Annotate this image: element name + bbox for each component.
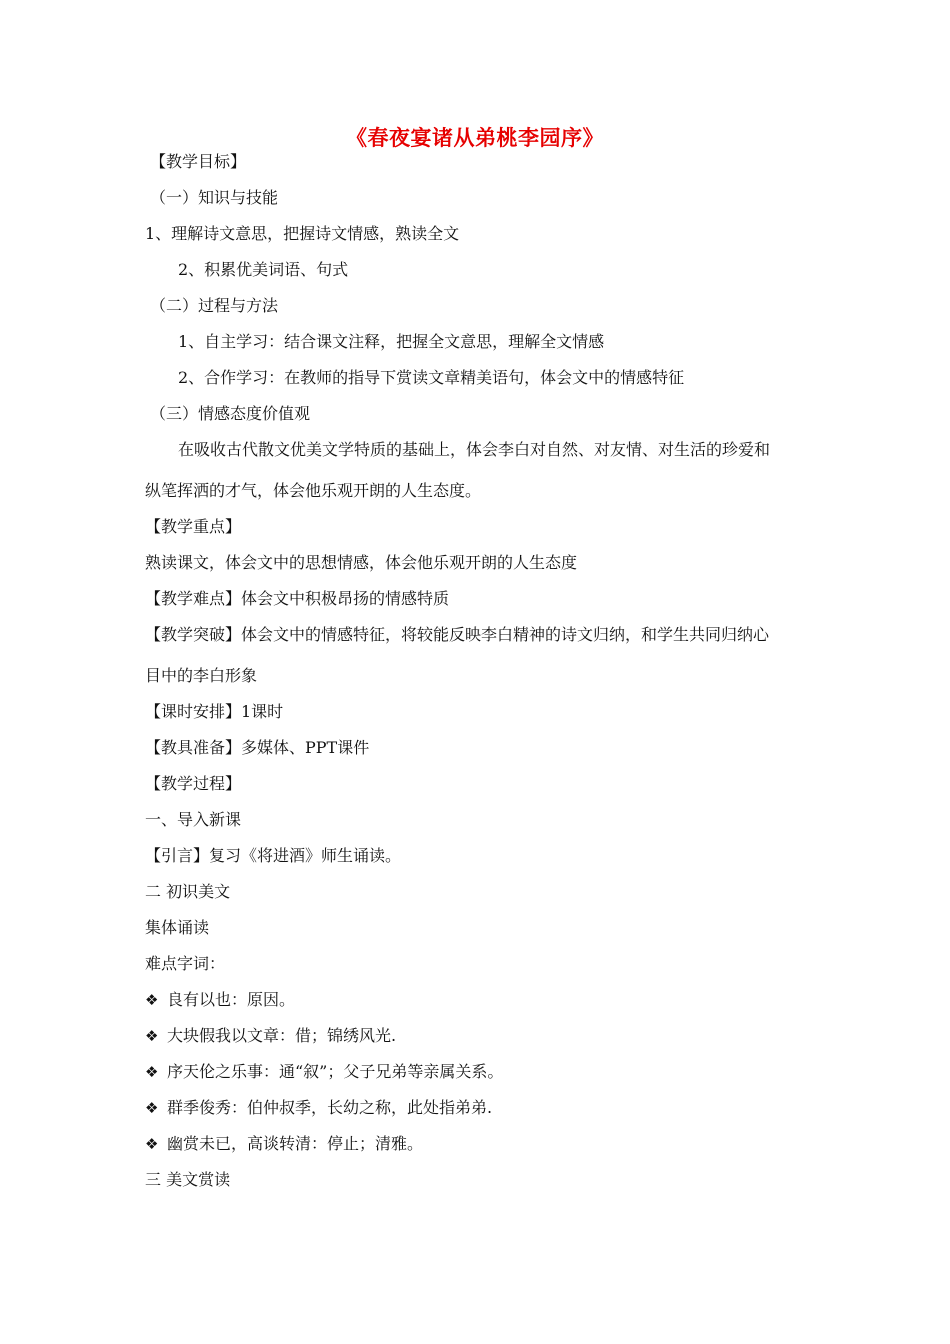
section-appreciation: 三 美文赏读	[145, 1170, 231, 1189]
heading-teaching-goals: 【教学目标】	[150, 152, 247, 171]
list-item	[145, 1134, 423, 1154]
paragraph-line: 在吸收古代散文优美文学特质的基础上，体会李白对自然、对友情、对生活的珍爱和	[178, 440, 771, 459]
heading-key-points: 【教学重点】	[145, 517, 242, 536]
equipment-line: 【教具准备】多媒体、PPT课件	[145, 738, 370, 757]
difficulty-line: 【教学难点】体会文中积极昂扬的情感特质	[145, 589, 450, 608]
list-item-text: 良有以也：原因。	[167, 990, 296, 1009]
bullet-icon: ❖	[145, 1099, 159, 1117]
bullet-icon: ❖	[145, 1135, 159, 1153]
goal-item: 2、积累优美词语、句式	[178, 260, 349, 279]
list-item	[145, 1098, 492, 1118]
method-item: 1、自主学习：结合课文注释，把握全文意思，理解全文情感	[178, 332, 605, 351]
list-item-text: 群季俊秀：伯仲叔季，长幼之称，此处指弟弟.	[167, 1098, 493, 1117]
subheading-values: （三）情感态度价值观	[150, 404, 311, 423]
preface-line: 【引言】复习《将进酒》师生诵读。	[145, 846, 402, 865]
list-item	[145, 1062, 503, 1082]
bullet-icon: ❖	[145, 1063, 159, 1081]
breakthrough-line: 【教学突破】体会文中的情感特征，将较能反映李白精神的诗文归纳，和学生共同归纳心	[145, 625, 770, 644]
list-item-text: 大块假我以文章：借；锦绣风光.	[167, 1026, 397, 1045]
method-item: 2、合作学习：在教师的指导下赏读文章精美语句，体会文中的情感特征	[178, 368, 685, 387]
list-item	[145, 990, 295, 1010]
group-reading-line: 集体诵读	[145, 918, 210, 937]
breakthrough-line-continued: 目中的李白形象	[145, 666, 258, 685]
section-first-reading: 二 初识美文	[145, 882, 231, 901]
schedule-line: 【课时安排】1课时	[145, 702, 284, 721]
key-points-text: 熟读课文，体会文中的思想情感，体会他乐观开朗的人生态度	[145, 553, 578, 572]
bullet-icon: ❖	[145, 991, 159, 1009]
bullet-icon: ❖	[145, 1027, 159, 1045]
paragraph-line: 纵笔挥洒的才气，体会他乐观开朗的人生态度。	[145, 481, 482, 500]
subheading-knowledge-skills: （一）知识与技能	[150, 188, 279, 207]
difficult-words-heading: 难点字词：	[145, 954, 226, 973]
subheading-process-methods: （二）过程与方法	[150, 296, 279, 315]
list-item	[145, 1026, 396, 1046]
document-title: 《春夜宴诸从弟桃李园序》	[346, 125, 604, 150]
section-intro: 一、导入新课	[145, 810, 242, 829]
heading-teaching-process: 【教学过程】	[145, 774, 242, 793]
list-item-text: 序天伦之乐事：通“叙”；父子兄弟等亲属关系。	[167, 1062, 504, 1081]
goal-item: 1、理解诗文意思，把握诗文情感，熟读全文	[145, 224, 460, 243]
list-item-text: 幽赏未已，高谈转清：停止；清雅。	[167, 1134, 424, 1153]
